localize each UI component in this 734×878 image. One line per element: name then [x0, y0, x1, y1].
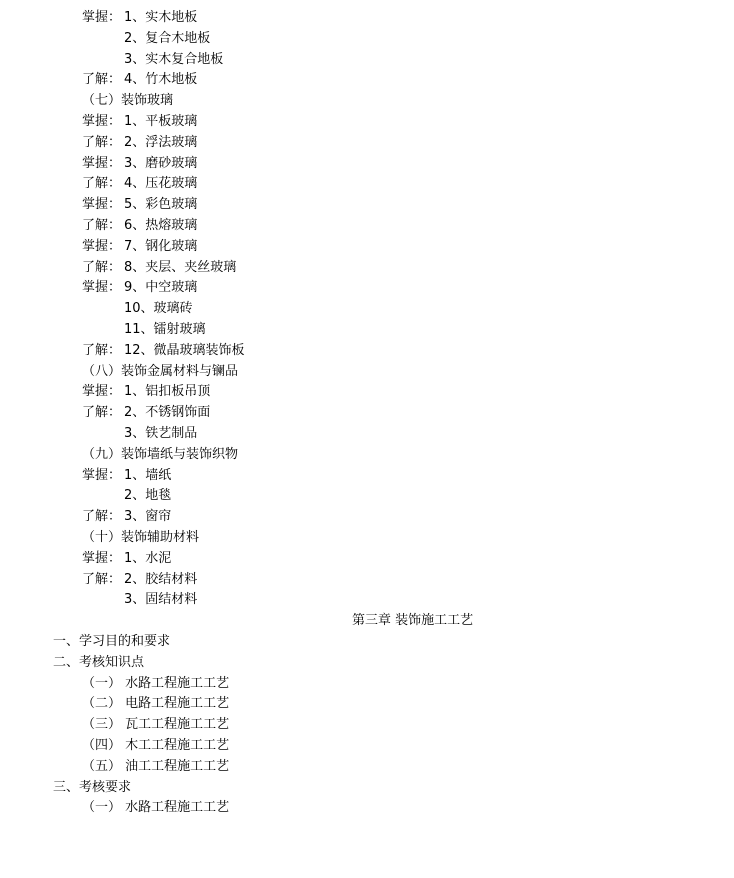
line-label: 掌握： — [82, 384, 122, 399]
list-item: 1、平板玻璃 — [124, 114, 198, 129]
list-item: 2、浮法玻璃 — [124, 135, 198, 150]
section-heading: （一） 水路工程施工工艺 — [82, 800, 230, 815]
list-item: 2、复合木地板 — [124, 31, 211, 46]
section-heading: （三） 瓦工工程施工工艺 — [82, 717, 230, 732]
list-item: 5、彩色玻璃 — [124, 197, 198, 212]
line-label: 掌握： — [82, 156, 122, 171]
section-heading: （十）装饰辅助材料 — [82, 530, 200, 545]
line-label: 了解： — [82, 509, 122, 524]
section-heading: （四） 木工工程施工工艺 — [82, 738, 230, 753]
section-heading: （九）装饰墙纸与装饰织物 — [82, 447, 239, 462]
list-item: 10、玻璃砖 — [124, 301, 193, 316]
list-item: 12、微晶玻璃装饰板 — [124, 343, 245, 358]
line-label: 掌握： — [82, 551, 122, 566]
list-item: 1、实木地板 — [124, 10, 198, 25]
line-label: 了解： — [82, 572, 122, 587]
line-label: 了解： — [82, 72, 122, 87]
list-item: 3、铁艺制品 — [124, 426, 198, 441]
list-item: 4、竹木地板 — [124, 72, 198, 87]
line-label: 了解： — [82, 176, 122, 191]
list-item: 9、中空玻璃 — [124, 280, 198, 295]
section-heading: （五） 油工工程施工工艺 — [82, 759, 230, 774]
list-item: 1、墙纸 — [124, 468, 172, 483]
list-item: 7、钢化玻璃 — [124, 239, 198, 254]
line-label: 了解： — [82, 343, 122, 358]
list-item: 3、实木复合地板 — [124, 52, 224, 67]
list-item: 2、不锈钢饰面 — [124, 405, 211, 420]
list-item: 4、压花玻璃 — [124, 176, 198, 191]
line-label: 掌握： — [82, 239, 122, 254]
top-heading: 三、考核要求 — [53, 780, 132, 795]
line-label: 掌握： — [82, 197, 122, 212]
list-item: 6、热熔玻璃 — [124, 218, 198, 233]
line-label: 了解： — [82, 135, 122, 150]
section-heading: （七）装饰玻璃 — [82, 93, 174, 108]
line-label: 掌握： — [82, 114, 122, 129]
line-label: 掌握： — [82, 10, 122, 25]
list-item: 2、地毯 — [124, 488, 172, 503]
section-heading: （一） 水路工程施工工艺 — [82, 676, 230, 691]
line-label: 掌握： — [82, 280, 122, 295]
line-label: 了解： — [82, 405, 122, 420]
top-heading: 一、学习目的和要求 — [53, 634, 171, 649]
list-item: 3、磨砂玻璃 — [124, 156, 198, 171]
section-heading: （二） 电路工程施工工艺 — [82, 696, 230, 711]
chapter-title: 第三章 装饰施工工艺 — [352, 613, 474, 628]
list-item: 1、水泥 — [124, 551, 172, 566]
list-item: 3、固结材料 — [124, 592, 198, 607]
list-item: 1、铝扣板吊顶 — [124, 384, 211, 399]
section-heading: （八）装饰金属材料与镧品 — [82, 364, 239, 379]
line-label: 掌握： — [82, 468, 122, 483]
top-heading: 二、考核知识点 — [53, 655, 145, 670]
list-item: 8、夹层、夹丝玻璃 — [124, 260, 237, 275]
list-item: 2、胶结材料 — [124, 572, 198, 587]
list-item: 3、窗帘 — [124, 509, 172, 524]
list-item: 11、镭射玻璃 — [124, 322, 206, 337]
line-label: 了解： — [82, 260, 122, 275]
line-label: 了解： — [82, 218, 122, 233]
